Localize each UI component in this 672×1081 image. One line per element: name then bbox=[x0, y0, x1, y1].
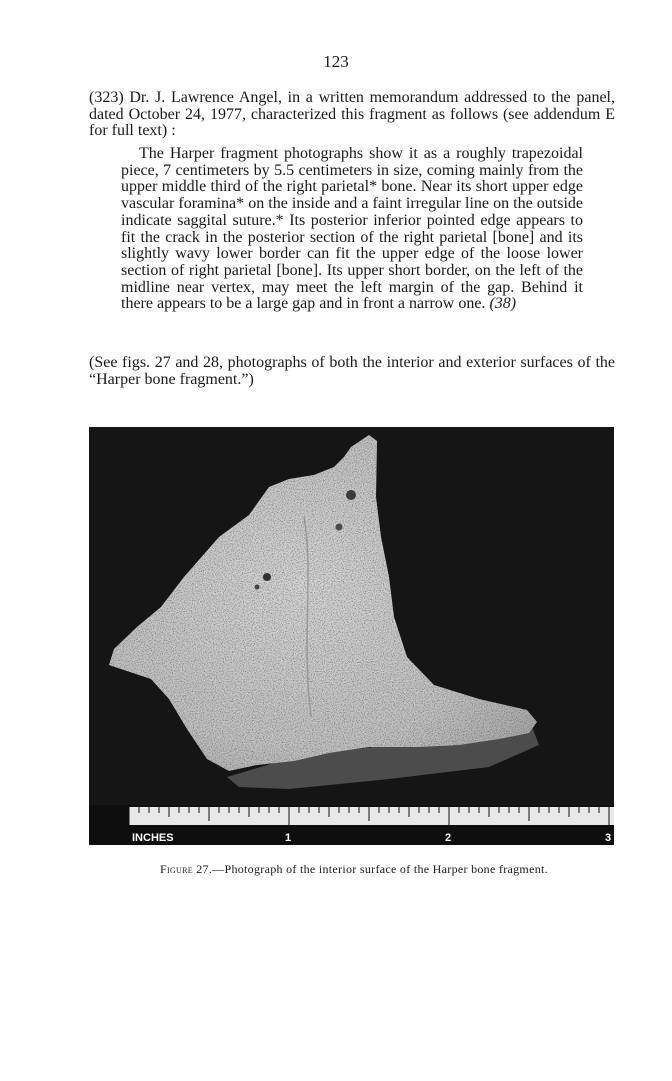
foramen-mark bbox=[336, 524, 343, 531]
quote-text: The Harper fragment photographs show it as a roughly trapezoidal piece, 7 centimeters by 5.5 centimeters in size, coming mainly from the upper middle third of the right parietal* bone. Near its short upper edge vascular foramina* on the inside and a faint irregular line on the outside indicate saggital suture.* Its posterior inferior pointed edge appears to fit the crack in the posterior section of the right parietal [bone] and its slightly wavy lower border can fit the upper edge of the loose lower section of right parietal [bone]. Its upper short border, on the left of the midline near vertex, may meet the left margin of the gap. Behind it there appears to be a large gap and in front a narrow one. bbox=[121, 145, 583, 313]
ruler-number-1: 1 bbox=[285, 832, 292, 844]
stain-mark bbox=[255, 585, 260, 590]
quote-footnote: (38) bbox=[489, 295, 517, 313]
figure-caption bbox=[89, 862, 619, 877]
ruler-strip bbox=[129, 807, 614, 825]
foramen-mark bbox=[346, 490, 356, 500]
paragraph-intro: (323) Dr. J. Lawrence Angel, in a written memorandum addressed to the panel, dated October 24, 1977, characterized this fragment as follows (see addendum E for full text) : bbox=[89, 89, 615, 139]
caption-label: Figure 27. bbox=[160, 862, 213, 876]
ruler-number-3: 3 bbox=[605, 832, 612, 844]
ruler-number-2: 2 bbox=[445, 832, 452, 844]
page-number: 123 bbox=[323, 52, 349, 71]
stain-mark bbox=[263, 573, 271, 581]
bone-fragment-photo bbox=[89, 427, 614, 845]
figure-photograph bbox=[89, 427, 614, 845]
block-quote bbox=[121, 146, 583, 313]
ruler-unit-label: INCHES bbox=[132, 832, 174, 844]
paragraph-see-figures: (See figs. 27 and 28, photographs of both the interior and exterior surfaces of the “Harper bone fragment.”) bbox=[89, 354, 615, 388]
caption-text: —Photograph of the interior surface of the Harper bone fragment. bbox=[212, 862, 548, 876]
